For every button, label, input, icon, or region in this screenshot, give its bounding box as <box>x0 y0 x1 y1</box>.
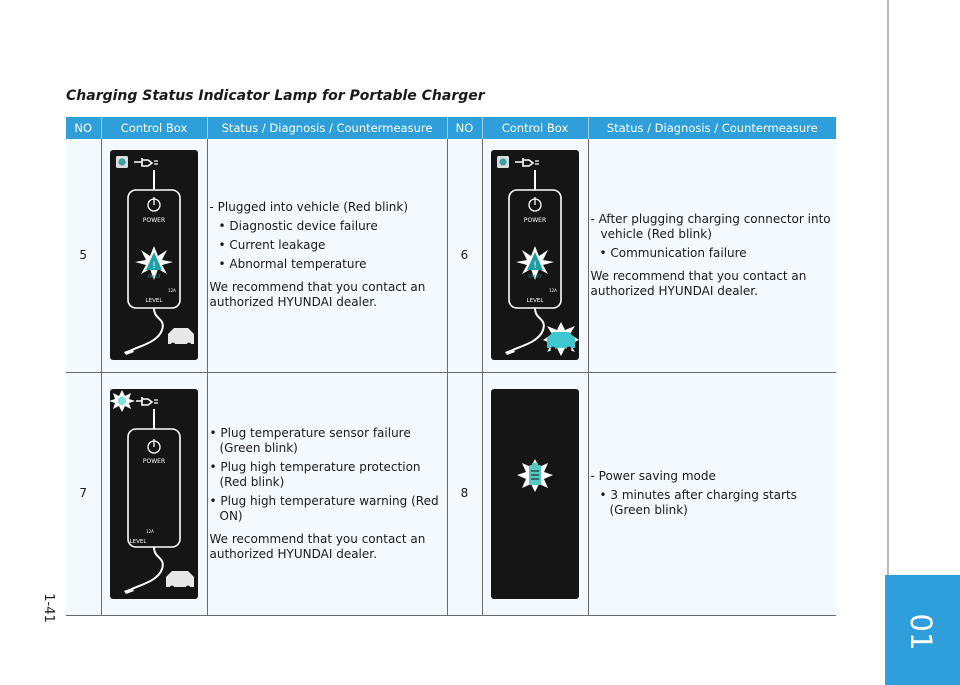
table-row <box>66 372 836 615</box>
table-row <box>66 139 836 372</box>
power-label: POWER <box>523 217 547 225</box>
header-status: Status / Diagnosis / Countermeasure <box>207 117 447 139</box>
status-item: • Plug temperature sensor failure (Green blink) <box>209 425 411 455</box>
item-number: 7 <box>66 372 101 615</box>
header-no: NO <box>447 117 482 139</box>
status-description <box>207 139 447 372</box>
fault-label: FAULT <box>528 275 542 281</box>
status-description <box>588 372 836 615</box>
fault-label: FAULT <box>147 275 161 281</box>
item-number: 5 <box>66 139 101 372</box>
level-label: LEVEL <box>145 298 163 305</box>
item-number: 6 <box>447 139 482 372</box>
status-item: • Diagnostic device failure <box>218 219 378 234</box>
status-lead: - Power saving mode <box>590 469 716 483</box>
amp-label: 12A <box>146 528 154 534</box>
control-box-plug-temperature-image <box>110 389 198 599</box>
dealer-note: We recommend that you contact an authorized HYUNDAI dealer. <box>209 280 426 310</box>
amp-label: 12A <box>168 288 176 294</box>
control-box-cell <box>482 372 588 615</box>
header-control-box: Control Box <box>482 117 588 139</box>
edge-rule <box>887 0 889 575</box>
table-header-row <box>66 117 836 139</box>
status-item: • Abnormal temperature <box>218 257 367 272</box>
control-box-fault-image <box>110 150 198 360</box>
status-item: • Plug high temperature protection (Red blink) <box>209 459 421 489</box>
page-number: 1-41 <box>41 593 56 623</box>
header-status: Status / Diagnosis / Countermeasure <box>588 117 836 139</box>
control-box-power-saving-image <box>491 389 579 599</box>
level-label: LEVEL <box>526 298 544 305</box>
dealer-note: We recommend that you contact an authorized HYUNDAI dealer. <box>590 268 807 298</box>
control-box-cell <box>482 139 588 372</box>
status-lead: - After plugging charging connector into vehicle (Red blink) <box>590 211 831 241</box>
svg-text:!: ! <box>533 261 537 272</box>
item-number: 8 <box>447 372 482 615</box>
power-label: POWER <box>142 217 166 225</box>
status-item: • Communication failure <box>599 245 747 260</box>
status-item: • Current leakage <box>218 238 326 253</box>
control-box-cell <box>101 372 207 615</box>
svg-text:!: ! <box>152 261 156 272</box>
header-no: NO <box>66 117 101 139</box>
chapter-number: 01 <box>904 613 938 651</box>
control-box-communication-image <box>491 150 579 360</box>
dealer-note: We recommend that you contact an authorized HYUNDAI dealer. <box>209 531 426 561</box>
status-item: • 3 minutes after charging starts (Green blink) <box>599 488 797 517</box>
status-description <box>207 372 447 615</box>
control-box-cell <box>101 139 207 372</box>
status-item: • Plug high temperature warning (Red ON) <box>209 493 439 523</box>
amp-label: 12A <box>549 288 557 294</box>
header-control-box: Control Box <box>101 117 207 139</box>
power-label: POWER <box>142 457 166 465</box>
status-description <box>588 139 836 372</box>
status-table <box>66 117 836 616</box>
section-heading: Charging Status Indicator Lamp for Portable Charger <box>66 88 485 104</box>
level-label: LEVEL <box>129 538 147 545</box>
status-lead: - Plugged into vehicle (Red blink) <box>209 200 409 215</box>
